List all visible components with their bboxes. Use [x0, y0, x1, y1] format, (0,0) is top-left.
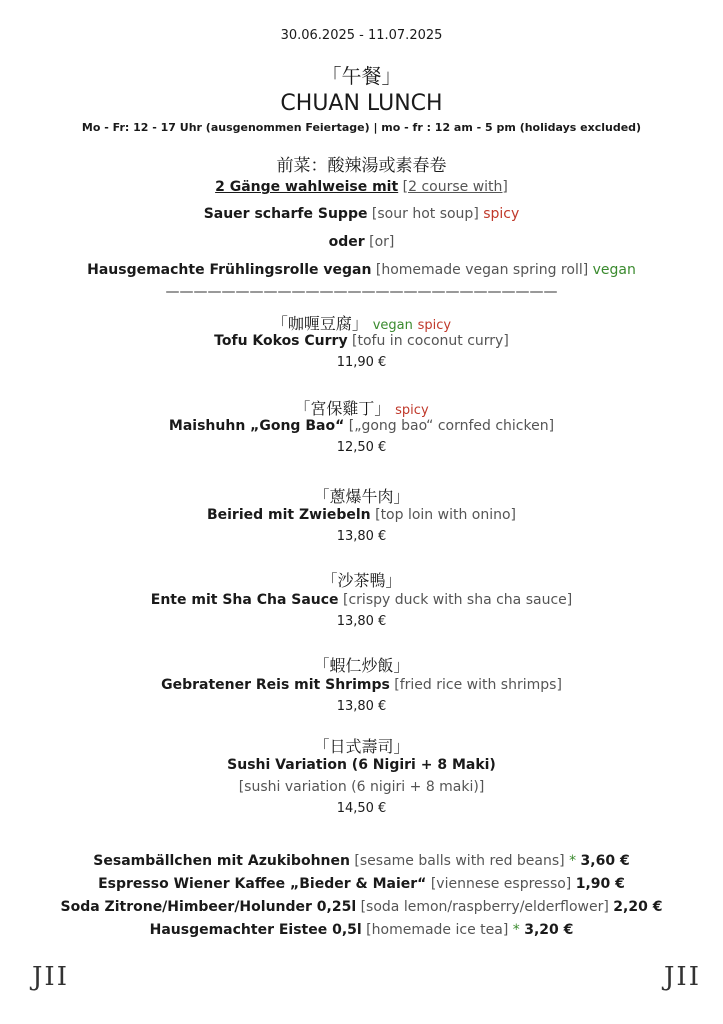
dish-2-chinese: 「宮保雞丁」: [294, 399, 391, 418]
dish-1-price: 11,90 €: [336, 355, 387, 370]
dish-1-spicy-tag: spicy: [417, 318, 452, 333]
logo-mark-left: JII: [32, 962, 69, 992]
starter-or: [0, 234, 723, 250]
dish-5-header: [0, 653, 723, 676]
or-en: [or]: [369, 234, 395, 250]
dish-2-name: [0, 418, 723, 434]
starter-chinese: 前菜：酸辣湯或素春卷: [276, 156, 447, 176]
page-title: CHUAN LUNCH: [280, 91, 443, 116]
extra-4-asterisk: *: [512, 922, 520, 938]
dish-4-name-en: [crispy duck with sha cha sauce]: [343, 592, 573, 608]
dish-2-name-en: [„gong bao“ cornfed chicken]: [348, 418, 555, 434]
starter-heading-en: [2 course with]: [402, 179, 508, 195]
dish-4-price: 13,80 €: [336, 614, 387, 629]
extra-3-price: 2,20 €: [613, 899, 663, 915]
extra-3: [0, 899, 723, 915]
soup-spicy-tag: spicy: [483, 206, 520, 222]
extra-2: [0, 876, 723, 892]
dish-2-price: 12,50 €: [336, 440, 387, 455]
dish-1-name-de: Tofu Kokos Curry: [214, 333, 348, 349]
extra-2-de: Espresso Wiener Kaffee „Bieder & Maier“: [98, 876, 427, 892]
extra-4-price: 3,20 €: [524, 922, 574, 938]
dish-3-chinese: 「蔥爆牛肉」: [313, 487, 410, 506]
dish-6-header: [0, 734, 723, 757]
extra-2-en: [viennese espresso]: [430, 876, 572, 892]
dish-4-name: [0, 592, 723, 608]
dish-1-header: [0, 311, 723, 334]
extra-4-en: [homemade ice tea]: [366, 922, 509, 938]
dish-6-price: 14,50 €: [336, 801, 387, 816]
chinese-title: 「午餐」: [321, 64, 402, 88]
dish-2-spicy-tag: spicy: [395, 403, 429, 418]
dish-4-chinese: 「沙茶鴨」: [321, 571, 402, 590]
opening-hours: Mo - Fr: 12 - 17 Uhr (ausgenommen Feiertage) | mo - fr : 12 am - 5 pm (holidays excluded): [81, 121, 642, 134]
extra-4: [0, 922, 723, 938]
dish-5-name: [0, 677, 723, 693]
dish-6-name-en: [sushi variation (6 nigiri + 8 maki)]: [238, 779, 485, 795]
soup-name-de: Sauer scharfe Suppe: [203, 206, 368, 222]
dish-1-name-en: [tofu in coconut curry]: [352, 333, 509, 349]
extra-1-en: [sesame balls with red beans]: [354, 853, 565, 869]
starter-option-springroll: [0, 262, 723, 278]
dish-1-name: [0, 333, 723, 349]
dish-2-header: [0, 396, 723, 419]
extra-3-de: Soda Zitrone/Himbeer/Holunder 0,25l: [60, 899, 357, 915]
dish-4-name-de: Ente mit Sha Cha Sauce: [150, 592, 339, 608]
dish-5-name-en: [fried rice with shrimps]: [394, 677, 562, 693]
dish-5-price: 13,80 €: [336, 699, 387, 714]
dish-3-header: [0, 484, 723, 507]
extra-3-en: [soda lemon/raspberry/elderflower]: [360, 899, 609, 915]
dish-2-name-de: Maishuhn „Gong Bao“: [168, 418, 345, 434]
starter-heading: [0, 179, 723, 195]
dish-3-price: 13,80 €: [336, 529, 387, 544]
dish-4-header: [0, 568, 723, 591]
dish-3-name: [0, 507, 723, 523]
dish-1-chinese: 「咖喱豆腐」: [271, 314, 368, 333]
extra-4-de: Hausgemachter Eistee 0,5l: [149, 922, 362, 938]
dish-6-chinese: 「日式壽司」: [313, 737, 410, 756]
extra-1-de: Sesambällchen mit Azukibohnen: [93, 853, 350, 869]
dish-3-name-en: [top loin with onino]: [375, 507, 517, 523]
or-de: oder: [328, 234, 365, 250]
soup-name-en: [sour hot soup]: [371, 206, 479, 222]
divider: ————————————————————————————: [165, 284, 558, 300]
springroll-name-de: Hausgemachte Frühlingsrolle vegan: [87, 262, 372, 278]
extra-1-price: 3,60 €: [580, 853, 630, 869]
dish-5-name-de: Gebratener Reis mit Shrimps: [161, 677, 390, 693]
logo-mark-right: JII: [664, 962, 701, 992]
dish-6-name-de: Sushi Variation (6 Nigiri + 8 Maki): [227, 757, 496, 773]
extra-1-asterisk: *: [569, 853, 577, 869]
starter-option-soup: [0, 206, 723, 222]
dish-5-chinese: 「蝦仁炒飯」: [313, 656, 410, 675]
springroll-name-en: [homemade vegan spring roll]: [375, 262, 589, 278]
starter-heading-de: 2 Gänge wahlweise mit: [215, 179, 399, 195]
dish-3-name-de: Beiried mit Zwiebeln: [206, 507, 371, 523]
dish-1-vegan-tag: vegan: [372, 318, 413, 333]
extra-1: [0, 853, 723, 869]
springroll-vegan-tag: vegan: [592, 262, 636, 278]
extra-2-price: 1,90 €: [575, 876, 625, 892]
date-range: 30.06.2025 - 11.07.2025: [280, 28, 443, 43]
